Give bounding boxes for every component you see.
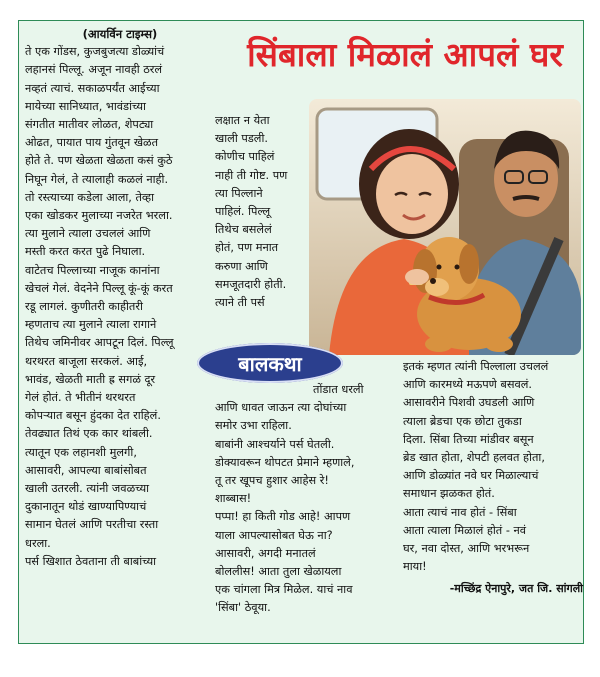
text-line: दुकानातून थोडं खाण्यापिण्याचं	[25, 500, 147, 514]
text-line: माया!	[403, 560, 427, 574]
text-line: घर, नवा दोस्त, आणि भरभरून	[403, 542, 530, 556]
text-line: समोर उभा राहिला.	[215, 419, 292, 433]
text-line: करुणा आणि	[215, 259, 268, 273]
text-line: तेवढ्यात तिथं एक कार थांबली.	[25, 427, 153, 441]
text-line: धरला.	[25, 536, 51, 550]
text-line: डोक्यावरून थोपटत प्रेमाने म्हणाले,	[215, 455, 355, 469]
headline: सिंबाला मिळालं आपलं घर	[247, 35, 563, 74]
text-line: रडू लागलं. कुणीतरी काहीतरी	[25, 300, 143, 314]
text-line: पाहिलं. पिल्लू	[215, 205, 271, 219]
text-line: कोणीच पाहिलं	[215, 150, 275, 164]
text-line: आता त्याचं नाव होतं - सिंबा	[403, 505, 517, 519]
text-line: बोललीस! आता तुला खेळायला	[215, 565, 342, 579]
text-line: आणि डोळ्यांत नवे घर मिळाल्याचं	[403, 469, 539, 483]
column-1-text	[25, 43, 215, 571]
text-line: आसावरी, आपल्या बाबांसोबत	[25, 463, 147, 477]
text-line: होतं, पण मनात	[215, 241, 279, 255]
text-line: ब्रेड खात होता, शेपटी हलवत होता,	[403, 451, 545, 465]
column-3-text	[403, 358, 583, 576]
text-line: त्या पिल्लाने	[215, 186, 263, 200]
text-line: कोपऱ्यात बसून हुंदका देत राहिलं.	[25, 409, 161, 423]
text-line: याला आपल्यासोबत घेऊ ना?	[215, 528, 333, 542]
text-line: ओढत, पायात पाय गुंतवून खेळत	[25, 136, 159, 150]
text-line: तो रस्त्याच्या कडेला आला, तेव्हा	[25, 190, 155, 204]
text-line: लहानसं पिल्लू. अजून नावही ठरलं	[25, 63, 163, 77]
text-line: म्हणताच त्या मुलाने त्याला रागाने	[25, 318, 157, 332]
text-line: इतकं म्हणत त्यांनी पिल्लाला उचललं	[403, 360, 549, 373]
text-line: तिथेच जमिनीवर आपटून दिलं. पिल्लू	[25, 336, 174, 350]
text-line: समाधान झळकत होतं.	[403, 487, 495, 501]
article-frame	[18, 20, 584, 644]
text-line: पप्पा! हा किती गोड आहे! आपण	[215, 510, 351, 524]
text-line: खेचलं गेलं. वेदनेने पिल्लू कूं-कूं करत	[25, 281, 173, 295]
text-line: आणि कारमध्ये मऊपणे बसवलं.	[403, 378, 533, 392]
text-line: खाली पडली.	[215, 132, 268, 146]
text-line: निघून गेलं, ते त्यालाही कळलं नाही.	[25, 172, 169, 186]
text-line: तू तर खूपच हुशार आहेस रे!	[215, 474, 329, 488]
text-line: एक चांगला मित्र मिळेल. याचं नाव	[215, 583, 353, 597]
column-2-text	[215, 381, 405, 618]
text-line: त्याने ती पर्स	[215, 296, 265, 310]
column-2-top-text	[215, 112, 305, 312]
text-line: एका खोडकर मुलाच्या नजरेत भरला.	[25, 209, 173, 223]
text-line: खाली उतरली. त्यांनी जवळच्या	[25, 482, 150, 496]
story-illustration	[309, 99, 581, 355]
text-line: 'सिंबा' ठेवूया.	[215, 601, 271, 615]
text-line: पर्स खिशात ठेवताना ती बाबांच्या	[25, 554, 157, 568]
illustration-girl-father-puppy-in-car	[309, 99, 581, 355]
text-line: भावंड, खेळती माती ह्र सगळं दूर	[25, 372, 156, 386]
text-line: वाटेतच पिल्लाच्या नाजूक कानांना	[25, 263, 160, 277]
text-line: आता त्याला मिळालं होतं - नवं	[403, 523, 527, 537]
text-line: थरथरत बाजूला सरकलं. आई,	[25, 354, 148, 368]
text-line: मस्ती करत करत पुढे निघाला.	[25, 245, 146, 259]
text-line: गेलं होतं. ते भीतीनं थरथरत	[25, 391, 136, 405]
text-line: आसावरीने पिशवी उघडली आणि	[403, 396, 535, 410]
column-1	[25, 25, 215, 571]
text-line: नव्हतं त्याचं. सकाळपर्यंत आईच्या	[25, 81, 160, 95]
author-byline: -मच्छिंद्र ऐनापुरे, जत जि. सांगली	[449, 582, 583, 596]
text-line: त्यातून एक लहानशी मुलगी,	[25, 445, 137, 459]
column-3	[403, 358, 583, 599]
text-line: दिला. सिंबा तिच्या मांडीवर बसून	[403, 432, 534, 446]
text-line: सामान घेतलं आणि परतीचा रस्ता	[25, 518, 159, 532]
text-line: संगतीत मातीवर लोळत, शेपट्या	[25, 118, 154, 132]
text-line: बाबांनी आश्चर्याने पर्स घेतली.	[215, 437, 335, 451]
text-line: ते एक गोंडस, कुजबुजत्या डोळ्यांचं	[25, 45, 165, 59]
text-line: त्याला ब्रेडचा एक छोटा तुकडा	[403, 414, 522, 428]
text-line: तिथेच बसलेलं	[215, 223, 272, 237]
text-line: लक्षात न येता	[215, 114, 270, 127]
source-credit: (आयर्विन टाइम्स)	[82, 27, 158, 41]
text-line: शाब्बास!	[215, 492, 252, 506]
text-line: आणि धावत जाऊन त्या दोघांच्या	[215, 401, 347, 415]
text-line: तोंडात धरली	[313, 383, 364, 396]
text-line: मायेच्या सानिध्यात, भावंडांच्या	[25, 99, 146, 113]
text-line: नाही ती गोष्ट. पण	[215, 168, 288, 182]
genre-badge: बालकथा	[197, 343, 343, 383]
text-line: समजूतदारी होती.	[215, 277, 287, 291]
text-line: त्या मुलाने त्याला उचललं आणि	[25, 227, 151, 241]
text-line: आसावरी, अगदी मनातलं	[215, 546, 316, 560]
text-line: होते ते. पण खेळता खेळता कसं कुठे	[25, 154, 173, 168]
